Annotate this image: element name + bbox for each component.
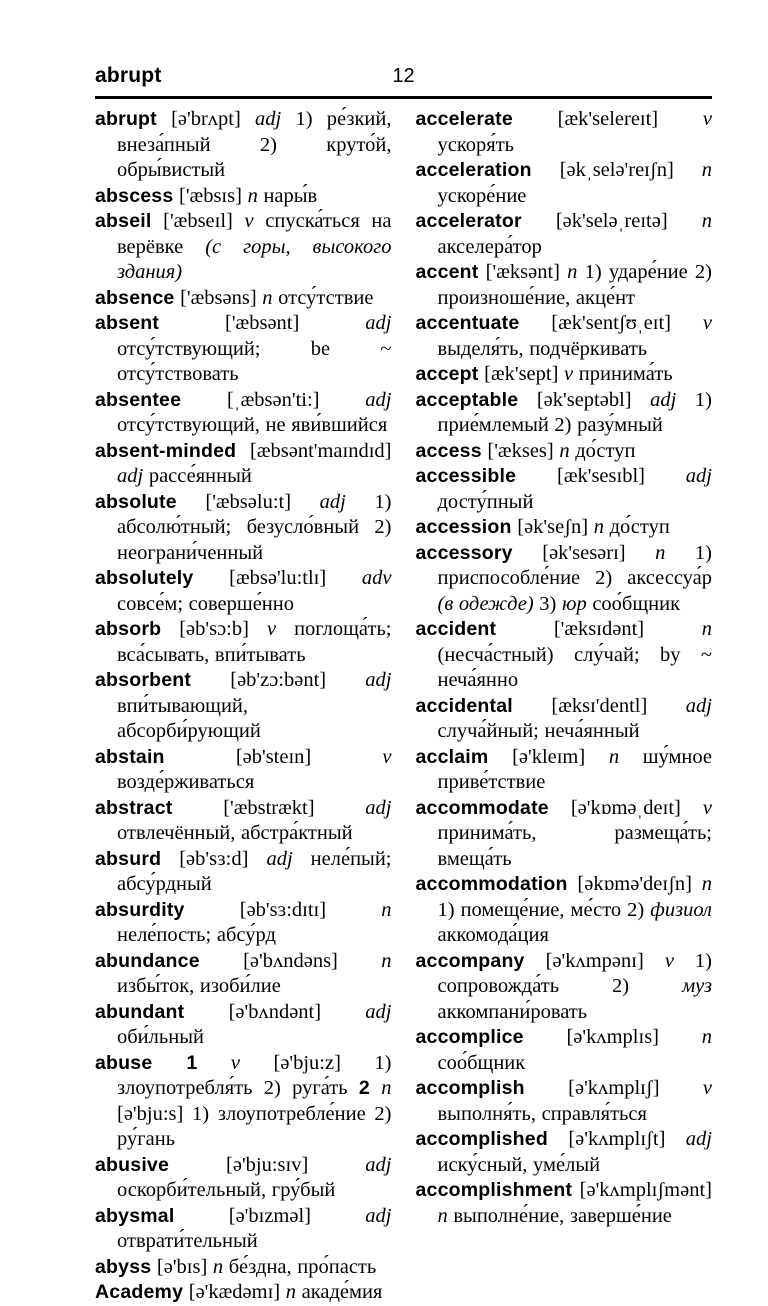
- entry-text: [ək'seʃn]: [511, 516, 594, 538]
- headword: absurd: [95, 847, 162, 870]
- entry-text: [ək'seləˌreɪtə]: [521, 210, 702, 232]
- entry-text: отсу́тствие: [272, 286, 374, 309]
- grammar-label: adj: [117, 465, 144, 487]
- grammar-label: adj: [319, 490, 346, 513]
- entry-text: [ə'bʌndənt]: [184, 1000, 366, 1023]
- entry-text: принима́ть, размеща́ть; вмеща́ть: [437, 822, 712, 870]
- entry-text: отвлечённый, абстра́ктный: [117, 822, 353, 844]
- entry-text: 1) ре́зкий, внеза́пный 2) круто́й, обры́вистый: [117, 108, 392, 181]
- dictionary-entry: [416, 107, 713, 158]
- dictionary-entry: [95, 668, 392, 745]
- dictionary-entry: [95, 184, 392, 210]
- entry-text: отсу́тствующий; be ~ отсу́тствовать: [117, 337, 392, 385]
- headword: absurdity: [95, 898, 185, 921]
- grammar-label: муз: [682, 975, 712, 997]
- grammar-label: adj: [650, 388, 677, 411]
- headword: absentee: [95, 388, 182, 411]
- entry-text: [ə'bju:s] 1) злоупотребле́ние 2) ру́гань: [117, 1102, 392, 1150]
- headword: accomplish: [415, 1077, 525, 1099]
- page-number: 12: [392, 65, 415, 87]
- entry-text: [əb'sɔ:b]: [161, 618, 267, 640]
- entry-text: 1) приспособле́ние 2) аксессуа́р: [437, 541, 713, 589]
- dictionary-entry: [95, 1051, 392, 1153]
- page-header: [95, 64, 712, 88]
- grammar-label: (в одежде): [437, 592, 534, 615]
- grammar-label: adj: [685, 1128, 712, 1150]
- headword: abysmal: [95, 1204, 175, 1227]
- entry-text: рассе́янный: [143, 465, 252, 487]
- dictionary-entry: [95, 107, 392, 184]
- dictionary-entry: [95, 1280, 392, 1306]
- dictionary-entry: [95, 286, 392, 312]
- dictionary-entry: [416, 388, 713, 439]
- entry-text: до́ступ: [569, 439, 636, 462]
- entry-text: ['æbsəlu:t]: [176, 490, 320, 513]
- headword: abscess: [95, 184, 174, 207]
- headword: absorb: [95, 618, 162, 640]
- headword: accommodation: [415, 873, 568, 895]
- grammar-label: v: [244, 210, 254, 232]
- headword: abyss: [95, 1255, 152, 1278]
- dictionary-entry: [95, 796, 392, 847]
- dictionary-entry: [416, 311, 713, 362]
- entry-text: [ə'kʌmpənɪ]: [524, 949, 665, 972]
- grammar-label: n: [608, 745, 620, 768]
- left-column: [95, 107, 392, 1306]
- entry-text: неле́пый; абсу́рдный: [117, 847, 392, 895]
- headword: accessible: [415, 465, 517, 487]
- entry-text: случа́йный; неча́янный: [437, 720, 640, 742]
- grammar-label: v: [702, 108, 712, 130]
- entry-text: 1) помеще́ние, ме́сто 2): [437, 898, 651, 921]
- entry-text: ['æksənt]: [478, 261, 568, 283]
- dictionary-entry: [95, 388, 392, 439]
- headword: acceleration: [415, 159, 532, 181]
- dictionary-entry: [95, 1153, 392, 1204]
- entry-text: акселера́тор: [437, 235, 542, 258]
- entry-text: [ə'kʌmplɪs]: [523, 1026, 702, 1048]
- dictionary-entry: [95, 490, 392, 567]
- grammar-label: (с горы, высокого здания): [117, 235, 392, 283]
- entry-text: [ə'bɪzməl]: [174, 1204, 366, 1227]
- entry-text: 1) ударе́ние 2) произноше́ние, акце́нт: [437, 261, 713, 309]
- entry-text: до́ступ: [603, 516, 670, 538]
- grammar-label: юр: [561, 592, 587, 615]
- entry-text: бе́здна, про́пасть: [223, 1255, 377, 1278]
- entry-text: неле́пость; абсу́рд: [117, 924, 276, 946]
- entry-text: [æk'sentʃʊˌeɪt]: [519, 312, 703, 334]
- dictionary-entry: [416, 949, 713, 1026]
- grammar-label: adj: [685, 465, 712, 487]
- entry-text: досту́пный: [437, 490, 534, 513]
- entry-text: [ə'brʌpt]: [156, 108, 256, 130]
- entry-text: [ə'bɪs]: [151, 1255, 213, 1278]
- dictionary-entry: [95, 209, 392, 286]
- entry-text: возде́рживаться: [117, 771, 255, 793]
- entry-text: акаде́мия: [295, 1281, 383, 1303]
- entry-text: [ək'sesərɪ]: [512, 541, 656, 564]
- grammar-label: n: [701, 873, 712, 895]
- dictionary-entry: [416, 362, 713, 388]
- grammar-label: n: [212, 1255, 224, 1278]
- headword: 2: [358, 1077, 370, 1099]
- headword: abundant: [95, 1000, 185, 1023]
- grammar-label: n: [381, 949, 392, 972]
- entry-text: ускоре́ние: [437, 184, 527, 207]
- dictionary-entry: [95, 617, 392, 668]
- dictionary-entry: [95, 847, 392, 898]
- entry-text: поглоща́ть; вса́сывать, впи́тывать: [117, 618, 392, 666]
- entry-text: выполне́ние, заверше́ние: [447, 1204, 672, 1227]
- entry-text: [ək'septəbl]: [518, 388, 651, 411]
- grammar-label: n: [701, 618, 712, 640]
- dictionary-entry: [416, 1025, 713, 1076]
- entry-text: 1) прие́млемый 2) разу́мный: [437, 388, 712, 436]
- dictionary-entry: [416, 260, 713, 311]
- entry-text: [æbsə'lu:tlɪ]: [193, 567, 362, 589]
- grammar-label: v: [564, 363, 574, 385]
- entry-text: [ə'kleɪm]: [488, 745, 609, 768]
- entry-text: аккомпани́ровать: [437, 1000, 588, 1023]
- headword: abstain: [95, 745, 165, 768]
- entry-text: соо́бщник: [586, 592, 681, 615]
- dictionary-entry: [95, 898, 392, 949]
- grammar-label: v: [664, 949, 674, 972]
- entry-text: [əb'sɜ:d]: [161, 847, 267, 870]
- grammar-label: v: [230, 1051, 240, 1074]
- grammar-label: v: [266, 618, 277, 640]
- text-columns: [95, 99, 712, 1306]
- headword: abusive: [95, 1153, 170, 1176]
- entry-text: [əkˌselə'reɪʃn]: [531, 159, 702, 181]
- running-head-keyword: abrupt: [95, 64, 162, 87]
- entry-text: нары́в: [257, 184, 318, 207]
- entry-text: аккомода́ция: [437, 924, 549, 946]
- headword: accelerate: [415, 108, 513, 130]
- grammar-label: adj: [365, 796, 392, 819]
- entry-text: иску́сный, уме́лый: [437, 1153, 601, 1176]
- grammar-label: n: [247, 184, 258, 207]
- grammar-label: v: [702, 796, 712, 819]
- headword: accomplishment: [415, 1179, 573, 1201]
- entry-text: ['æbseɪl]: [151, 210, 245, 232]
- headword: accomplished: [415, 1128, 548, 1150]
- entry-text: принима́ть: [573, 363, 673, 385]
- grammar-label: n: [381, 1077, 392, 1099]
- entry-text: ['æbstrækt]: [172, 796, 366, 819]
- entry-text: [əb'steɪn]: [164, 745, 383, 768]
- entry-text: [ˌæbsən'ti:]: [181, 388, 366, 411]
- grammar-label: n: [262, 286, 273, 309]
- headword: absorbent: [95, 669, 192, 691]
- entry-text: [ə'kædəmɪ]: [183, 1281, 286, 1303]
- entry-text: оби́льный: [117, 1026, 204, 1048]
- right-column: [416, 107, 713, 1306]
- grammar-label: n: [285, 1281, 296, 1303]
- grammar-label: adj: [255, 108, 282, 130]
- entry-text: совсе́м; соверше́нно: [117, 592, 294, 615]
- headword: abseil: [95, 210, 152, 232]
- entry-text: отсу́тствующий, не яви́вшийся: [117, 414, 388, 436]
- grammar-label: v: [382, 745, 392, 768]
- grammar-label: n: [437, 1204, 448, 1227]
- grammar-label: adj: [685, 694, 712, 717]
- entry-text: 1) сопровожда́ть 2): [437, 949, 713, 997]
- entry-text: [æk'sept]: [478, 363, 565, 385]
- dictionary-entry: [95, 566, 392, 617]
- headword: abuse 1: [95, 1051, 198, 1074]
- entry-text: [əkɒmə'deɪʃn]: [567, 873, 702, 895]
- grammar-label: adj: [365, 1204, 392, 1227]
- dictionary-entry: [416, 1127, 713, 1178]
- entry-text: ускоря́ть: [437, 133, 515, 156]
- grammar-label: adv: [361, 567, 392, 589]
- entry-text: [əb'sɜ:dɪtɪ]: [184, 898, 382, 921]
- entry-text: отврати́тельный: [117, 1230, 258, 1252]
- entry-text: [æk'sesɪbl]: [516, 465, 686, 487]
- grammar-label: adj: [365, 1000, 392, 1023]
- headword: absent-minded: [95, 439, 237, 462]
- grammar-label: adj: [266, 847, 293, 870]
- dictionary-entry: [416, 617, 713, 694]
- headword: accomplice: [415, 1026, 524, 1048]
- dictionary-entry: [416, 209, 713, 260]
- entry-text: 1) абсолю́тный; безусло́вный 2) неограни́ченный: [117, 490, 392, 564]
- dictionary-entry: [416, 515, 713, 541]
- grammar-label: n: [701, 159, 712, 181]
- headword: abstract: [95, 796, 173, 819]
- headword: accident: [415, 618, 497, 640]
- entry-text: ['æbsənt]: [159, 312, 366, 334]
- entry-text: [æksɪ'dentl]: [512, 694, 686, 717]
- headword: access: [415, 439, 482, 462]
- headword: accentuate: [415, 312, 520, 334]
- headword: absent: [95, 312, 160, 334]
- headword: abrupt: [95, 108, 157, 130]
- dictionary-entry: [95, 1255, 392, 1281]
- entry-text: [ə'kʌmplɪʃ]: [524, 1077, 703, 1099]
- entry-text: ['ækses]: [481, 439, 560, 462]
- headword: absolute: [95, 490, 177, 513]
- entry-text: [æk'selereɪt]: [512, 108, 703, 130]
- entry-text: [ə'bʌndəns]: [199, 949, 382, 972]
- grammar-label: adj: [365, 1153, 392, 1176]
- grammar-label: физиол: [650, 898, 712, 921]
- dictionary-entry: [416, 745, 713, 796]
- entry-text: 3): [533, 592, 562, 615]
- entry-text: шу́мное приве́тствие: [437, 745, 712, 793]
- dictionary-entry: [95, 1000, 392, 1051]
- entry-text: [ə'kʌmplɪʃt]: [547, 1128, 686, 1150]
- entry-text: ['æksɪdənt]: [496, 618, 702, 640]
- headword: Academy: [95, 1281, 184, 1303]
- headword: acceptable: [415, 388, 519, 411]
- dictionary-entry: [95, 439, 392, 490]
- entry-text: [əb'zɔ:bənt]: [191, 669, 366, 691]
- grammar-label: n: [559, 439, 570, 462]
- dictionary-entry: [416, 1178, 713, 1229]
- grammar-label: n: [701, 210, 712, 232]
- dictionary-entry: [416, 796, 713, 873]
- headword: acclaim: [415, 745, 489, 768]
- dictionary-entry: [416, 694, 713, 745]
- dictionary-entry: [416, 439, 713, 465]
- entry-text: [ə'bju:sɪv]: [169, 1153, 366, 1176]
- grammar-label: n: [567, 261, 578, 283]
- entry-text: (несча́стный) слу́чай; by ~ неча́янно: [437, 643, 712, 691]
- entry-text: [ə'kɒməˌdeɪt]: [548, 796, 703, 819]
- grammar-label: adj: [365, 669, 392, 691]
- grammar-label: adj: [365, 388, 392, 411]
- entry-text: спуска́ться на верёвке: [117, 210, 392, 258]
- dictionary-entry: [95, 949, 392, 1000]
- dictionary-entry: [95, 1204, 392, 1255]
- entry-text: избы́ток, изоби́лие: [117, 975, 281, 997]
- entry-text: впи́тывающий, абсорби́рующий: [117, 694, 261, 742]
- headword: accession: [415, 516, 512, 538]
- entry-text: [ə'kʌmplɪʃmənt]: [572, 1179, 712, 1201]
- entry-text: выполня́ть, справля́ться: [437, 1102, 647, 1125]
- dictionary-entry: [416, 541, 713, 618]
- dictionary-entry: [416, 1076, 713, 1127]
- headword: absence: [95, 286, 175, 309]
- dictionary-entry: [416, 872, 713, 949]
- headword: accompany: [415, 949, 525, 972]
- grammar-label: n: [593, 516, 604, 538]
- grammar-label: n: [655, 541, 666, 564]
- headword: abundance: [95, 949, 200, 972]
- headword: accept: [415, 363, 479, 385]
- entry-text: соо́бщник: [437, 1051, 526, 1074]
- entry-text: оскорби́тельный, гру́бый: [117, 1179, 336, 1201]
- entry-text: ['æbsɪs]: [173, 184, 248, 207]
- entry-text: [æbsənt'maɪndɪd]: [236, 439, 392, 462]
- headword: accidental: [415, 694, 513, 717]
- entry-text: выделя́ть, подчёркивать: [437, 337, 648, 360]
- headword: accelerator: [415, 210, 522, 232]
- grammar-label: v: [702, 1077, 712, 1099]
- grammar-label: n: [381, 898, 392, 921]
- dictionary-entry: [95, 311, 392, 388]
- grammar-label: n: [701, 1026, 712, 1048]
- entry-text: [370, 1077, 381, 1099]
- grammar-label: adj: [365, 312, 392, 334]
- dictionary-entry: [416, 464, 713, 515]
- entry-text: ['æbsəns]: [174, 286, 263, 309]
- grammar-label: v: [702, 312, 712, 334]
- entry-text: [ə'bju:z] 1) злоупотребля́ть 2) руга́ть: [117, 1051, 392, 1099]
- headword: absolutely: [95, 567, 194, 589]
- dictionary-entry: [416, 158, 713, 209]
- headword: accessory: [415, 541, 513, 564]
- dictionary-entry: [95, 745, 392, 796]
- headword: accent: [415, 261, 479, 283]
- headword: accommodate: [415, 796, 549, 819]
- entry-text: [197, 1052, 231, 1074]
